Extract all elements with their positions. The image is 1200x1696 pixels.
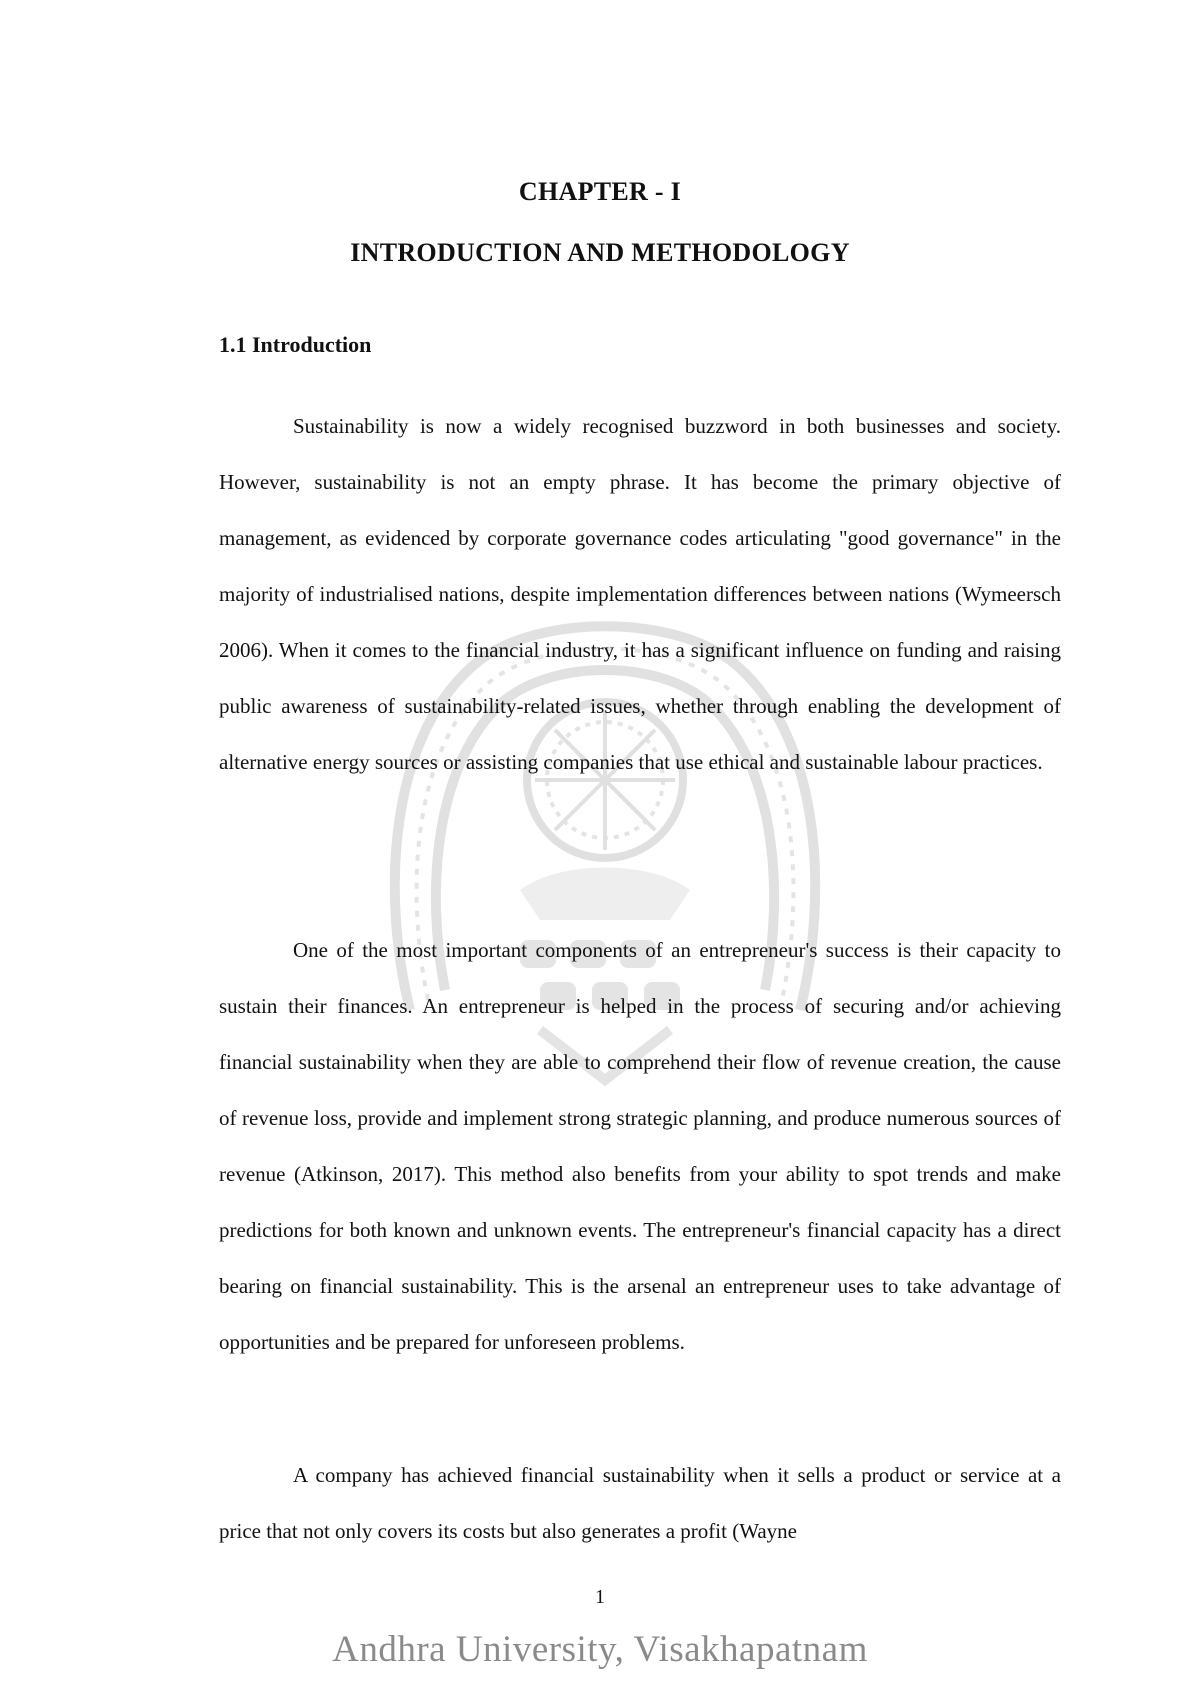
page-number: 1: [595, 1586, 605, 1608]
section-heading: 1.1 Introduction: [219, 332, 372, 357]
paragraph: A company has achieved financial sustainability when it sells a product or service at a price that not only covers its costs but also generates a profit (Wayne: [219, 1463, 1061, 1543]
paragraph: One of the most important components of an entrepreneur's success is their capacity to sustain their finances. An entrepreneur is helped in the process of securing and/or achieving financial sustainability when they are able to comprehend their flow of revenue creation, the cause of revenue loss, provide and implement strong strategic planning, and produce numerous sources of revenue (Atkinson, 2017). This method also benefits from your ability to spot trends and make predictions for both known and unknown events. The entrepreneur's financial capacity has a direct bearing on financial sustainability. This is the arsenal an entrepreneur uses to take advantage of opportunities and be prepared for unforeseen problems.: [219, 938, 1061, 1354]
chapter-title: INTRODUCTION AND METHODOLOGY: [350, 238, 850, 267]
footer-university-name: Andhra University, Visakhapatnam: [332, 1629, 868, 1670]
paragraph: Sustainability is now a widely recognised buzzword in both businesses and society. However, sustainability is not an empty phrase. It has become the primary objective of management, as evidenced by corporate governance codes articulating "good governance" in the majority of industrialised nations, despite implementation differences between nations (Wymeersch 2006). When it comes to the financial industry, it has a significant influence on funding and raising public awareness of sustainability-related issues, whether through enabling the development of alternative energy sources or assisting companies that use ethical and sustainable labour practices.: [219, 414, 1061, 774]
chapter-number: CHAPTER - I: [518, 177, 682, 206]
